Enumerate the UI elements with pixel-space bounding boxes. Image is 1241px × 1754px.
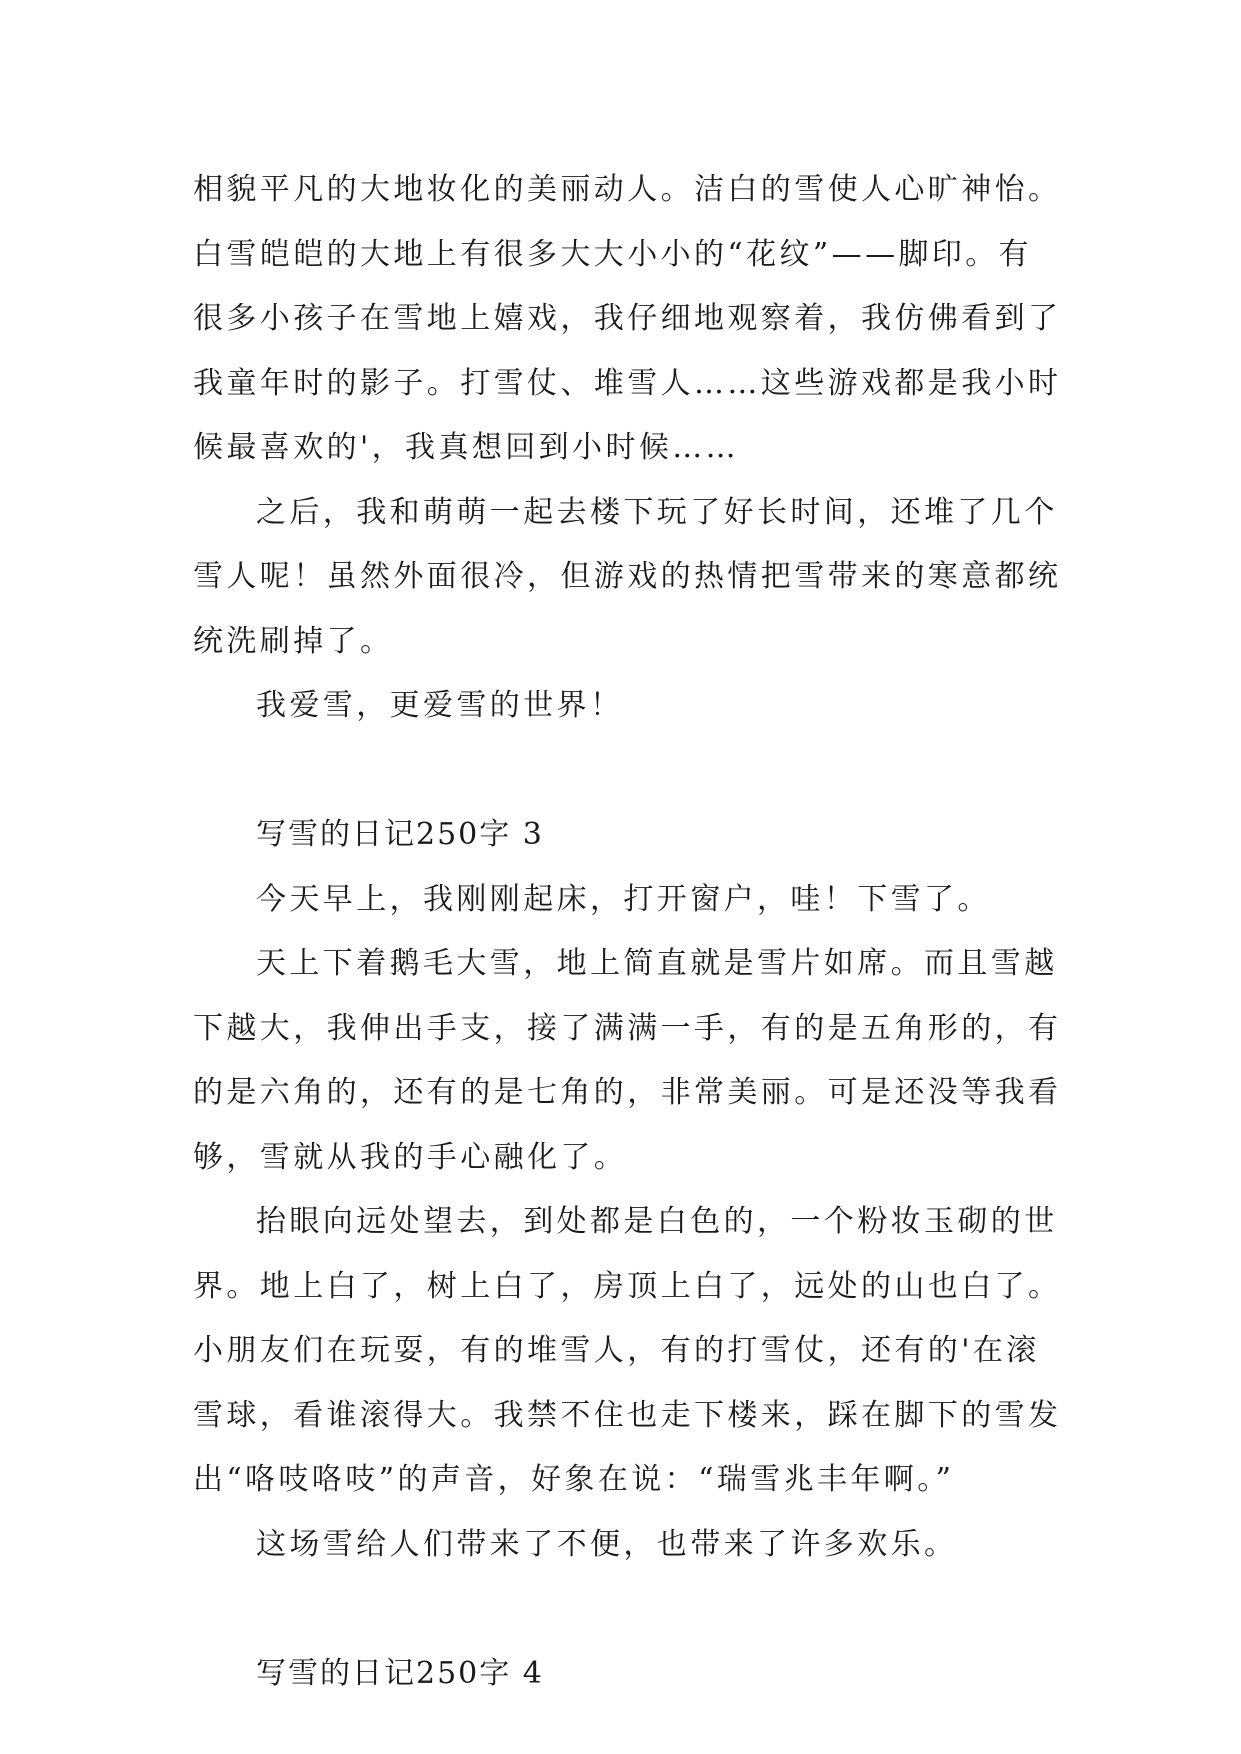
section-heading: 写雪的日记250字 3: [256, 817, 544, 852]
section-heading: 写雪的日记250字 4: [256, 1655, 544, 1691]
text-line: 白雪皑皑的大地上有很多大大小小的“花纹”——脚印。有: [193, 236, 1033, 272]
text-line: 我爱雪，更爱雪的世界！: [256, 688, 624, 723]
text-line: 这场雪给人们带来了不便，也带来了许多欢乐。: [256, 1526, 958, 1562]
text-line: 之后，我和萌萌一起去楼下玩了好长时间，还堆了几个: [256, 494, 1058, 530]
text-line: 界。地上白了，树上白了，房顶上白了，远处的山也白了。: [193, 1268, 1062, 1304]
text-line: 我童年时的影子。打雪仗、堆雪人……这些游戏都是我小时: [193, 365, 1062, 401]
text-line: 今天早上，我刚刚起床，打开窗户，哇！下雪了。: [256, 881, 991, 917]
text-line: 雪人呢！虽然外面很冷，但游戏的热情把雪带来的寒意都统: [193, 559, 1062, 594]
text-line: 够，雪就从我的手心融化了。: [193, 1139, 628, 1175]
text-line: 的是六角的，还有的是七角的，非常美丽。可是还没等我看: [193, 1075, 1062, 1110]
text-line: 统洗刷掉了。: [193, 623, 394, 659]
text-line: 雪球，看谁滚得大。我禁不住也走下楼来，踩在脚下的雪发: [193, 1397, 1062, 1433]
text-line: 天上下着鹅毛大雪，地上简直就是雪片如席。而且雪越: [256, 946, 1058, 981]
text-line: 候最喜欢的'，我真想回到小时候……: [193, 430, 740, 465]
text-line: 相貌平凡的大地妆化的美丽动人。洁白的雪使人心旷神怡。: [193, 172, 1062, 207]
text-line: 小朋友们在玩耍，有的堆雪人，有的打雪仗，还有的'在滚: [193, 1333, 1040, 1368]
spacer: [193, 739, 1073, 804]
document-body: [193, 158, 1073, 1706]
text-line: 很多小孩子在雪地上嬉戏，我仔细地观察着，我仿佛看到了: [193, 301, 1062, 336]
text-line: 抬眼向远处望去，到处都是白色的，一个粉妆玉砌的世: [256, 1204, 1058, 1239]
text-line: 出“咯吱咯吱”的声音，好象在说：“瑞雪兆丰年啊。”: [193, 1462, 955, 1497]
text-line: 下越大，我伸出手支，接了满满一手，有的是五角形的，有: [193, 1010, 1062, 1046]
spacer: [193, 1577, 1073, 1642]
